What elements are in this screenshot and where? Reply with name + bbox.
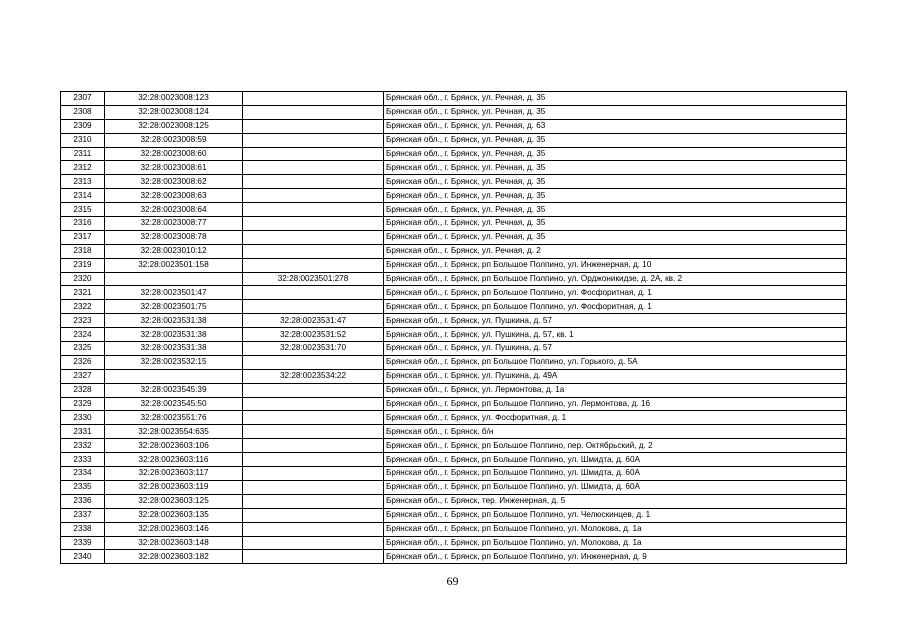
row-number-cell: 2320 [61,272,105,286]
cadastral-number-cell: 32:28:0023603:119 [105,480,243,494]
table-row [61,119,847,133]
table-row [61,147,847,161]
address-cell: Брянская обл., г. Брянск, ул. Речная, д. 35 [384,203,847,217]
row-number-cell: 2322 [61,300,105,314]
table-row [61,494,847,508]
address-cell: Брянская обл., г. Брянск, ул. Речная, д. 35 [384,92,847,106]
table-row [61,397,847,411]
address-cell: Брянская обл., г. Брянск, б/н [384,425,847,439]
previous-cadastral-number-cell [243,508,384,522]
cadastral-number-cell: 32:28:0023008:63 [105,189,243,203]
previous-cadastral-number-cell [243,161,384,175]
row-number-cell: 2332 [61,439,105,453]
previous-cadastral-number-cell [243,425,384,439]
row-number-cell: 2328 [61,383,105,397]
address-cell: Брянская обл., г. Брянск, ул. Фосфоритная, д. 1 [384,411,847,425]
previous-cadastral-number-cell [243,383,384,397]
table-row [61,439,847,453]
address-cell: Брянская обл., г. Брянск, ул. Речная, д. 35 [384,175,847,189]
row-number-cell: 2307 [61,92,105,106]
table-row [61,467,847,481]
table-row [61,300,847,314]
cadastral-number-cell: 32:28:0023501:47 [105,286,243,300]
cadastral-number-cell [105,369,243,383]
address-cell: Брянская обл., г. Брянск, ул. Речная, д. 35 [384,147,847,161]
address-cell: Брянская обл., г. Брянск, ул. Речная, д. 35 [384,133,847,147]
row-number-cell: 2339 [61,536,105,550]
cadastral-number-cell: 32:28:0023008:123 [105,92,243,106]
cadastral-number-cell: 32:28:0023603:125 [105,494,243,508]
cadastral-number-cell: 32:28:0023603:182 [105,550,243,564]
table-row [61,355,847,369]
page-number: 69 [446,574,459,588]
table-row [61,508,847,522]
table-body [61,92,847,564]
row-number-cell: 2327 [61,369,105,383]
previous-cadastral-number-cell: 32:28:0023531:47 [243,314,384,328]
table-row [61,369,847,383]
address-cell: Брянская обл., г. Брянск, ул. Речная, д. 35 [384,105,847,119]
address-cell: Брянская обл., г. Брянск, ул. Пушкина, д. 49А [384,369,847,383]
cadastral-number-cell: 32:28:0023531:38 [105,342,243,356]
cadastral-number-cell: 32:28:0023545:50 [105,397,243,411]
row-number-cell: 2340 [61,550,105,564]
cadastral-number-cell: 32:28:0023010:12 [105,244,243,258]
cadastral-number-cell: 32:28:0023008:60 [105,147,243,161]
previous-cadastral-number-cell [243,133,384,147]
address-cell: Брянская обл., г. Брянск, ул. Речная, д. 35 [384,230,847,244]
row-number-cell: 2313 [61,175,105,189]
cadastral-number-cell: 32:28:0023531:38 [105,314,243,328]
previous-cadastral-number-cell [243,411,384,425]
row-number-cell: 2308 [61,105,105,119]
row-number-cell: 2337 [61,508,105,522]
row-number-cell: 2330 [61,411,105,425]
previous-cadastral-number-cell [243,119,384,133]
cadastral-number-cell: 32:28:0023501:75 [105,300,243,314]
row-number-cell: 2311 [61,147,105,161]
cadastral-number-cell: 32:28:0023008:61 [105,161,243,175]
previous-cadastral-number-cell: 32:28:0023531:52 [243,328,384,342]
previous-cadastral-number-cell [243,105,384,119]
row-number-cell: 2310 [61,133,105,147]
previous-cadastral-number-cell [243,397,384,411]
cadastral-number-cell: 32:28:0023008:62 [105,175,243,189]
previous-cadastral-number-cell [243,536,384,550]
table-row [61,480,847,494]
cadastral-number-cell: 32:28:0023545:39 [105,383,243,397]
previous-cadastral-number-cell [243,355,384,369]
address-cell: Брянская обл., г. Брянск, рп Большое Полпино, ул. Молокова, д. 1а [384,522,847,536]
address-cell: Брянская обл., г. Брянск, рп Большое Полпино, ул. Шмидта, д. 60А [384,453,847,467]
cadastral-number-cell: 32:28:0023603:135 [105,508,243,522]
table-row [61,105,847,119]
table-row [61,550,847,564]
table-row [61,453,847,467]
previous-cadastral-number-cell [243,147,384,161]
table-row [61,272,847,286]
table-row [61,411,847,425]
address-cell: Брянская обл., г. Брянск, рп Большое Полпино, ул. Инженерная, д. 10 [384,258,847,272]
previous-cadastral-number-cell [243,244,384,258]
table-row [61,383,847,397]
row-number-cell: 2331 [61,425,105,439]
row-number-cell: 2333 [61,453,105,467]
table-row [61,133,847,147]
table-row [61,244,847,258]
previous-cadastral-number-cell [243,258,384,272]
table-row [61,314,847,328]
table-row [61,189,847,203]
address-cell: Брянская обл., г. Брянск, тер. Инженерная, д. 5 [384,494,847,508]
address-cell: Брянская обл., г. Брянск, рп Большое Полпино, пер. Октябрьский, д. 2 [384,439,847,453]
cadastral-number-cell: 32:28:0023551:76 [105,411,243,425]
cadastral-number-cell: 32:28:0023532:15 [105,355,243,369]
address-cell: Брянская обл., г. Брянск, ул. Пушкина, д. 57, кв. 1 [384,328,847,342]
address-cell: Брянская обл., г. Брянск, рп Большое Полпино, ул. Фосфоритная, д. 1 [384,286,847,300]
table-row [61,286,847,300]
previous-cadastral-number-cell [243,494,384,508]
previous-cadastral-number-cell [243,467,384,481]
table-row [61,175,847,189]
table-row [61,217,847,231]
previous-cadastral-number-cell [243,550,384,564]
address-cell: Брянская обл., г. Брянск, рп Большое Полпино, ул. Инженерная, д. 9 [384,550,847,564]
previous-cadastral-number-cell [243,480,384,494]
cadastral-number-cell: 32:28:0023554:635 [105,425,243,439]
row-number-cell: 2316 [61,217,105,231]
cadastral-number-cell: 32:28:0023603:116 [105,453,243,467]
table-row [61,230,847,244]
row-number-cell: 2336 [61,494,105,508]
row-number-cell: 2335 [61,480,105,494]
address-cell: Брянская обл., г. Брянск, ул. Пушкина, д. 57 [384,314,847,328]
row-number-cell: 2317 [61,230,105,244]
table-row [61,161,847,175]
row-number-cell: 2309 [61,119,105,133]
cadastral-number-cell: 32:28:0023603:146 [105,522,243,536]
previous-cadastral-number-cell [243,522,384,536]
cadastral-number-cell: 32:28:0023603:148 [105,536,243,550]
cadastral-number-cell: 32:28:0023501:158 [105,258,243,272]
row-number-cell: 2329 [61,397,105,411]
cadastral-number-cell: 32:28:0023008:78 [105,230,243,244]
row-number-cell: 2324 [61,328,105,342]
address-cell: Брянская обл., г. Брянск, ул. Речная, д. 2 [384,244,847,258]
row-number-cell: 2326 [61,355,105,369]
address-cell: Брянская обл., г. Брянск, рп Большое Полпино, ул. Молокова, д. 1а [384,536,847,550]
previous-cadastral-number-cell [243,203,384,217]
table-row [61,203,847,217]
property-registry-table [60,91,847,564]
cadastral-number-cell: 32:28:0023603:117 [105,467,243,481]
table-row [61,328,847,342]
previous-cadastral-number-cell [243,286,384,300]
previous-cadastral-number-cell [243,230,384,244]
row-number-cell: 2325 [61,342,105,356]
previous-cadastral-number-cell [243,189,384,203]
row-number-cell: 2321 [61,286,105,300]
row-number-cell: 2318 [61,244,105,258]
table-row [61,92,847,106]
previous-cadastral-number-cell [243,217,384,231]
address-cell: Брянская обл., г. Брянск, ул. Пушкина, д. 57 [384,342,847,356]
previous-cadastral-number-cell [243,175,384,189]
row-number-cell: 2323 [61,314,105,328]
table-row [61,425,847,439]
cadastral-number-cell: 32:28:0023008:64 [105,203,243,217]
cadastral-number-cell: 32:28:0023603:106 [105,439,243,453]
address-cell: Брянская обл., г. Брянск, рп Большое Полпино, ул. Шмидта, д. 60А [384,480,847,494]
cadastral-number-cell: 32:28:0023008:59 [105,133,243,147]
row-number-cell: 2319 [61,258,105,272]
table-row [61,536,847,550]
address-cell: Брянская обл., г. Брянск, ул. Речная, д. 63 [384,119,847,133]
row-number-cell: 2314 [61,189,105,203]
address-cell: Брянская обл., г. Брянск, рп Большое Полпино, ул. Орджоникидзе, д. 2А, кв. 2 [384,272,847,286]
address-cell: Брянская обл., г. Брянск, ул. Речная, д. 35 [384,217,847,231]
address-cell: Брянская обл., г. Брянск, рп Большое Полпино, ул. Фосфоритная, д. 1 [384,300,847,314]
address-cell: Брянская обл., г. Брянск, рп Большое Полпино, ул. Горького, д. 5А [384,355,847,369]
address-cell: Брянская обл., г. Брянск, ул. Речная, д. 35 [384,161,847,175]
previous-cadastral-number-cell [243,453,384,467]
previous-cadastral-number-cell [243,439,384,453]
address-cell: Брянская обл., г. Брянск, рп Большое Полпино, ул. Лермонтова, д. 16 [384,397,847,411]
cadastral-number-cell: 32:28:0023008:124 [105,105,243,119]
address-cell: Брянская обл., г. Брянск, ул. Речная, д. 35 [384,189,847,203]
previous-cadastral-number-cell: 32:28:0023501:278 [243,272,384,286]
table-row [61,522,847,536]
address-cell: Брянская обл., г. Брянск, рп Большое Полпино, ул. Шмидта, д. 60А [384,467,847,481]
address-cell: Брянская обл., г. Брянск, ул. Лермонтова, д. 1а [384,383,847,397]
previous-cadastral-number-cell [243,92,384,106]
cadastral-number-cell: 32:28:0023008:125 [105,119,243,133]
row-number-cell: 2312 [61,161,105,175]
address-cell: Брянская обл., г. Брянск, рп Большое Полпино, ул. Челюскинцев, д. 1 [384,508,847,522]
row-number-cell: 2315 [61,203,105,217]
row-number-cell: 2334 [61,467,105,481]
cadastral-number-cell: 32:28:0023531:38 [105,328,243,342]
previous-cadastral-number-cell: 32:28:0023531:70 [243,342,384,356]
previous-cadastral-number-cell: 32:28:0023534:22 [243,369,384,383]
row-number-cell: 2338 [61,522,105,536]
previous-cadastral-number-cell [243,300,384,314]
cadastral-number-cell: 32:28:0023008:77 [105,217,243,231]
table-row [61,258,847,272]
table-row [61,342,847,356]
cadastral-number-cell [105,272,243,286]
